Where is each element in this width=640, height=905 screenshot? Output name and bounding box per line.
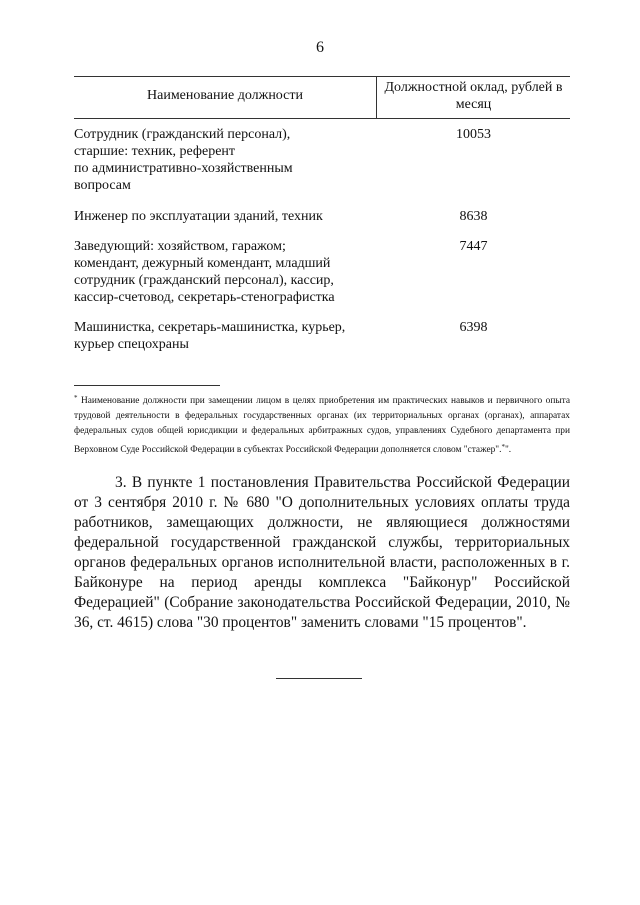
footnote-marker: * — [74, 394, 78, 402]
position-title: Заведующий: хозяйством, гаражом; комендант, дежурный комендант, младший сотрудник (гражданский персонал), кассир, кассир-счетовод, секретарь-стенографистка — [74, 239, 335, 305]
position-title: Сотрудник (гражданский персонал), старшие: техник, референт по административно-хозяйственным вопросам — [74, 127, 293, 193]
page-number: 6 — [316, 39, 324, 56]
table-header — [74, 76, 570, 119]
footnote-text: Наименование должности при замещении лицом в целях приобретения им практических навыков и первичного опыта трудовой деятельности в федеральных государственных органах (их территориальных органах (органах), аппаратах федеральных судов общей юрисдикции и федеральных арбитражных судов, управлениях Судебного департамента при Верховном Суде Российской Федерации в субъектах Российской Федерации дополняется словом "стажер". — [74, 396, 571, 455]
footnote-closing: ". — [504, 444, 512, 455]
salary-value: 6398 — [459, 320, 488, 335]
salary-value: 8638 — [459, 209, 488, 224]
salary-value: 10053 — [456, 127, 491, 142]
end-separator — [276, 678, 362, 679]
position-title: Машинистка, секретарь-машинистка, курьер, курьер спецохраны — [74, 320, 346, 352]
footnote — [74, 391, 570, 458]
salary-table — [74, 76, 570, 352]
amendment-paragraph: 3. В пункте 1 постановления Правительства Российской Федерации от 3 сентября 2010 г. № 680 "О дополнительных условиях оплаты труда работников, замещающих должности, не являющиеся должностями федеральной государственной гражданской службы, территориальных органов федеральных органов исполнительной власти, расположенных в г. Байконуре на период аренды комплекса "Байконур" Российской Федерацией" (Собрание законодательства Российской Федерации, 2010, № 36, ст. 4615) слова "30 процентов" заменить словами "15 процентов". — [74, 474, 570, 631]
salary-value: 7447 — [459, 239, 488, 254]
footnote-closing-marker: * — [501, 442, 505, 451]
position-title: Инженер по эксплуатации зданий, техник — [74, 209, 323, 224]
column-header-salary: Должностной оклад, рублей в месяц — [384, 80, 563, 112]
column-header-title: Наименование должности — [147, 88, 303, 103]
footnote-separator — [74, 385, 220, 386]
